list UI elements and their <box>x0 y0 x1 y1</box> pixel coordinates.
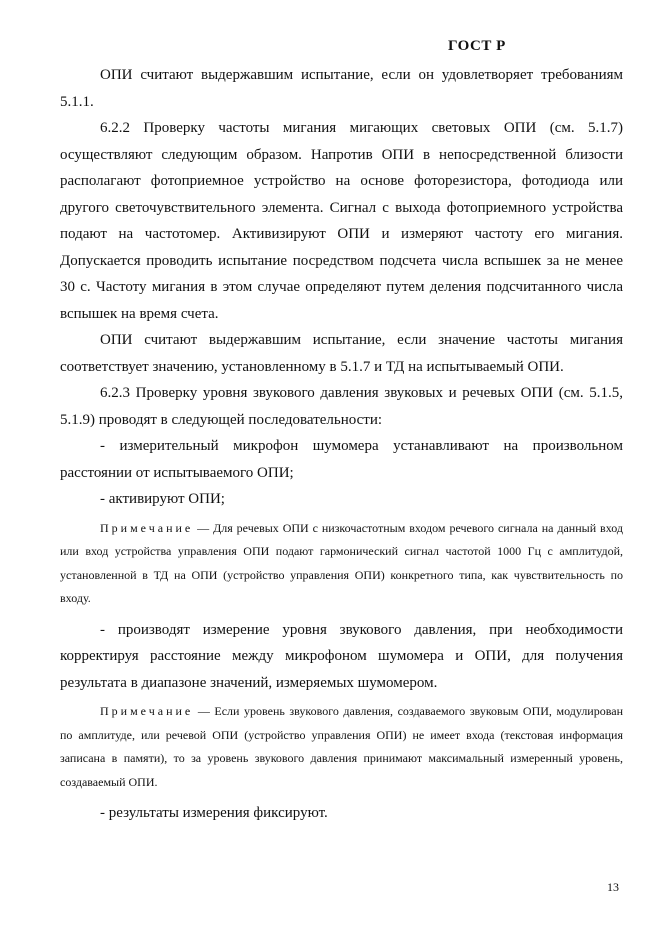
note-1-text: — Для речевых ОПИ с низкочастотным входом речевого сигнала на данный вход или вход устройства управления ОПИ подают гармонический сигнал частотой 1000 Гц с амплитудой, установленной в ТД на ОПИ (устройство управления ОПИ) конкретного типа, как чувствительность по входу. <box>60 520 623 605</box>
paragraph-conclusion-2: ОПИ считают выдержавшим испытание, если значение частоты мигания соответствует значению, установленному в 5.1.7 и ТД на испытываемый ОПИ. <box>60 332 623 375</box>
note-1 <box>60 517 623 611</box>
note-1-label: Примечание <box>100 520 194 535</box>
paragraph-conclusion-1: ОПИ считают выдержавшим испытание, если он удовлетворяет требованиям 5.1.1. <box>60 67 623 110</box>
list-item-microphone: - измерительный микрофон шумомера устанавливают на произвольном расстоянии от испытываемого ОПИ; <box>60 438 623 481</box>
list-item-activate: - активируют ОПИ; <box>100 491 225 507</box>
document-header: ГОСТ Р <box>448 38 506 54</box>
note-2-label: Примечание <box>100 704 194 718</box>
note-2 <box>60 700 623 794</box>
paragraph-results: - результаты измерения фиксируют. <box>100 805 328 821</box>
note-2-text: — Если уровень звукового давления, создаваемого звуковым ОПИ, модулирован по амплитуде, или речевой ОПИ (устройство управления ОПИ) не имеет входа (текстовая информация записана в памяти), то за уровень звукового давления принимают максимальный измеренный уровень, создаваемый ОПИ. <box>60 704 623 789</box>
document-body <box>60 62 623 827</box>
paragraph-6-2-3: 6.2.3 Проверку уровня звукового давления звуковых и речевых ОПИ (см. 5.1.5, 5.1.9) проводят в следующей последовательности: <box>60 385 623 428</box>
list-item-measure: - производят измерение уровня звукового давления, при необходимости корректируя расстояние между микрофоном шумомера и ОПИ, для получения результата в диапазоне значений, измеряемых шумомером. <box>60 621 623 691</box>
paragraph-6-2-2: 6.2.2 Проверку частоты мигания мигающих световых ОПИ (см. 5.1.7) осуществляют следующим образом. Напротив ОПИ в непосредственной близости располагают фотоприемное устройство на основе фоторезистора, фотодиода или другого светочувствительного элемента. Сигнал с выхода фотоприемного устройства подают на частотомер. Активизируют ОПИ и измеряют частоту его мигания. Допускается проводить испытание посредством подсчета числа вспышек за не менее 30 с. Частоту мигания в этом случае определяют путем деления подсчитанного числа вспышек на время счета. <box>60 120 623 322</box>
page-number: 13 <box>607 880 619 894</box>
